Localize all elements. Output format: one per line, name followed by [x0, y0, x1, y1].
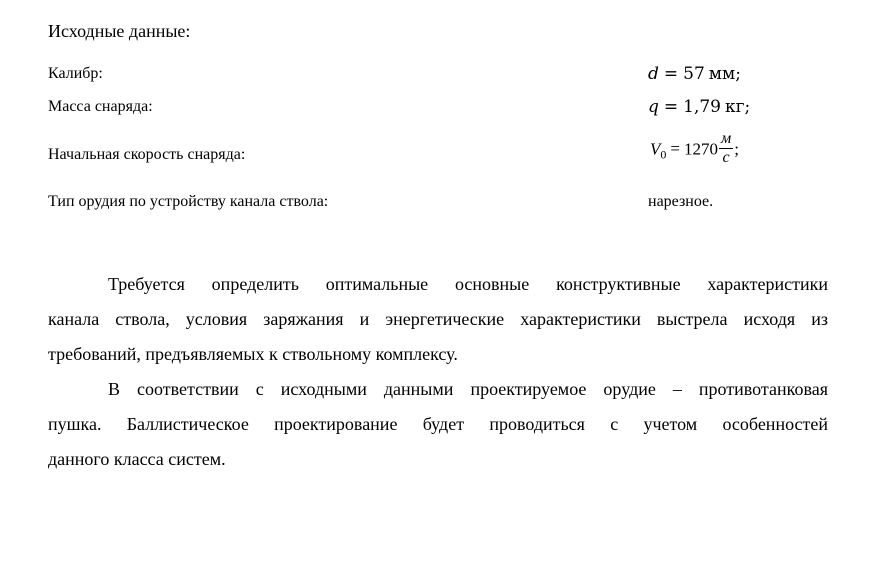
fraction-denominator: с	[722, 149, 730, 166]
param-label: Масса снаряда:	[48, 98, 153, 115]
param-value	[648, 63, 741, 85]
param-value	[650, 132, 739, 169]
paragraph-requirements	[48, 267, 828, 372]
param-value: нарезное.	[648, 193, 714, 210]
param-number: 57	[683, 64, 705, 84]
param-unit: кг;	[725, 97, 751, 117]
unit-fraction	[719, 130, 733, 167]
param-label: Начальная скорость снаряда:	[48, 146, 246, 163]
fraction-numerator: м	[720, 130, 732, 147]
param-number: 1,79	[683, 97, 721, 117]
paragraph-line: данного класса систем.	[48, 449, 226, 469]
section-heading: Исходные данные:	[48, 21, 191, 41]
paragraph-line: Требуется определить оптимальные основные конструктивные характеристики	[108, 274, 828, 294]
param-symbol: q	[648, 97, 659, 117]
paragraph-line: требований, предъявляемых к ствольному комплексу.	[48, 344, 458, 364]
param-subscript: 0	[660, 147, 667, 162]
paragraph-design-context	[48, 372, 828, 477]
param-unit: мм;	[708, 64, 741, 84]
param-row-gun-type	[48, 191, 808, 215]
param-row-mass	[48, 96, 808, 120]
param-symbol: d	[648, 64, 659, 84]
param-row-velocity	[48, 130, 808, 184]
param-suffix: ;	[734, 139, 739, 159]
param-number: 1270	[683, 139, 718, 159]
param-label: Калибр:	[48, 65, 103, 82]
param-value	[648, 96, 750, 118]
param-symbol: V	[650, 139, 661, 159]
paragraph-line: канала ствола, условия заряжания и энергетические характеристики выстрела исходя из	[48, 309, 828, 329]
paragraph-line: В соответствии с исходными данными проектируемое орудие – противотанковая	[108, 379, 828, 399]
paragraph-line: пушка. Баллистическое проектирование будет проводиться с учетом особенностей	[48, 414, 828, 434]
param-row-caliber	[48, 63, 808, 87]
equals-sign: =	[670, 139, 680, 159]
param-label: Тип орудия по устройству канала ствола:	[48, 193, 329, 210]
equals-sign: =	[663, 97, 679, 117]
equals-sign: =	[663, 64, 679, 84]
